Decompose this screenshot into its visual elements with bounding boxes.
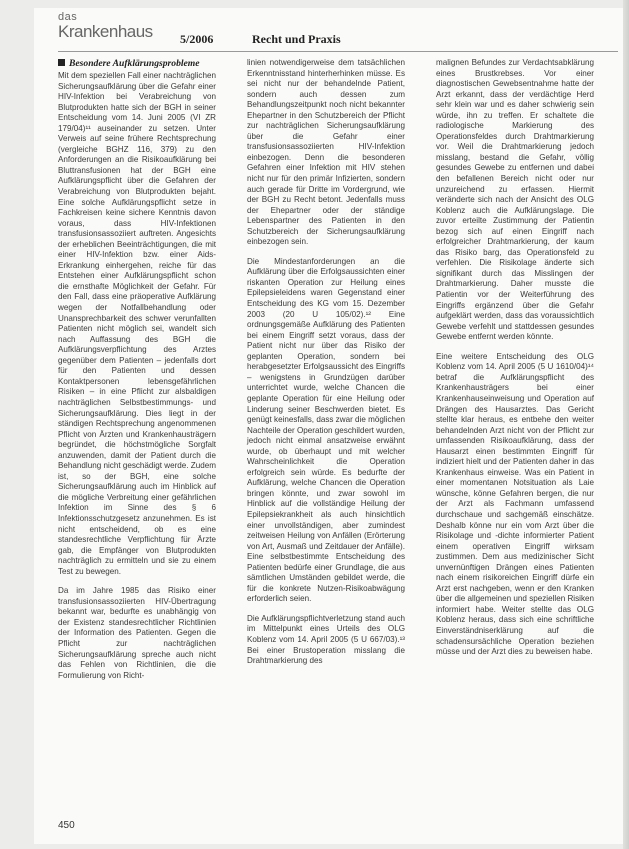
article-heading [58, 58, 216, 70]
journal-page [34, 8, 628, 844]
heading-square-icon [58, 59, 65, 66]
page-number: 450 [58, 820, 75, 831]
article-paragraph: malignen Befundes zur Verdachtsabklärung eines Brustkrebses. Vor einer diagnostischen Gewebsentnahme hatte der Arzt erkannt, dass der verdächtige Herd sehr klein war und es daher schwierig sein würde, ihn zu treffen. Er schaltete die radiologische Markierung des Operationsfeldes durch Drahtmarkierung vor. Weil die Drahtmarkierung jedoch misslang, bestand die Gefahr, völlig gesundes Gewebe zu entfernen und dabei den befallenen Bereich nicht oder nur unzureichend zu erfassen. Hiermit veränderte sich nach der Ansicht des OLG Koblenz auch die Aufklärungslage. Die zuvor erteilte Zustimmung der Patientin bezog sich auf einen Eingriff nach erfolgreicher Drahtmarkierung, der kaum das Risiko barg, das Operationsfeld zu verfehlen. Die Risikolage änderte sich signifikant durch das Misslingen der Drahtmarkierung. Daher musste die Patientin vor der Weiterführung des Eingriffs ergänzend über die Gefahr aufgeklärt werden, dass das voraussichtlich Gewebe verfehlt und stattdessen gesundes Gewebe entfernt werden könnte. [436, 58, 594, 342]
article-paragraph: Mit dem speziellen Fall einer nachträglichen Sicherungsaufklärung über die Gefahr einer HIV-Infektion bei Verabreichung von Blutprodukten hatte sich der BGH in seiner Entscheidung vom 14. Juni 2005 (VI ZR 179/04)¹¹ auseinander zu setzen. Unter Verweis auf seine frühere Rechtsprechung (vergleiche BGHZ 116, 379) zu den Anforderungen an die Risikoaufklärung bei Bluttransfusionen hat der BGH eine Aufklärungspflicht über die Gefahren der Verabreichung von Blutprodukten bejaht. Eine solche Aufklärungspflicht setze in Fachkreisen keine sichere Kenntnis davon voraus, dass HIV-Infektionen transfusionsassoziiert auftreten. Angesichts der erheblichen Beeinträchtigungen, die mit einer HIV-Infektion bzw. einer Aids-Erkrankung einhergehen, reiche für das Entstehen einer Aufklärungspflicht schon die ernsthafte Möglichkeit der Gefahr. Für den Fall, dass eine präoperative Aufklärung wegen der Notfallbehandlung oder Unansprechbarkeit des schwer verunfallten Patienten nicht möglich sei, wandelt sich nach Auffassung des BGH die Aufklärungsverpflichtung des Arztes gegenüber dem Patienten – jedenfalls dort für den Patienten und dessen Kontaktpersonen lebensgefährlichen Risiken – in eine Pflicht zur alsbaldigen nachträglichen Selbstbestimmungs- und Sicherungsaufklärung. Dies liegt in der ständigen Rechtsprechung angenommenen Pflicht von Ärzten und Krankenhausträgern begründet, die höchstmögliche Sorgfalt anzuwenden, damit der Patient durch die Behandlung nicht geschädigt werde. Zudem ist, so der BGH, eine solche Sicherungsaufklärung auch im Hinblick auf die mögliche Verbreitung einer gefährlichen Infektion im Sinne des § 6 Infektionsschutzgesetz anzunehmen. Es ist nicht entscheidend, ob es eine standesrechtliche Verpflichtung für Ärzte gab, die Empfänger von Blutprodukten nachträglich zu ermitteln und sie zu einem Test zu bewegen. [58, 71, 216, 576]
logo-big-text: Krankenhaus [58, 22, 153, 41]
text-column-2 [247, 58, 405, 676]
logo-small-text: das [58, 11, 78, 23]
text-column-3 [436, 58, 594, 667]
journal-logo [58, 12, 153, 41]
text-column-1 [58, 58, 216, 690]
page-header [58, 12, 618, 52]
article-heading-text: Besondere Aufklärungsprobleme [69, 58, 200, 69]
article-paragraph: Die Aufklärungspflichtverletzung stand auch im Mittelpunkt eines Urteils des OLG Koblenz vom 14. April 2005 (5 U 667/03).¹³ Bei einer Brustoperation misslang die Drahtmarkierung des [247, 613, 405, 666]
article-paragraph: Die Mindestanforderungen an die Aufklärung über die Erfolgsaussichten einer riskanten Operation zur Heilung eines Epilepsieleidens waren Gegenstand einer Entscheidung des KG vom 15. Dezember 2003 (20 U 105/02).¹² Eine ordnungsgemäße Aufklärung des Patienten bei einem Eingriff setzt voraus, dass der Patient nicht nur über das Risiko der geplanten Operation, sondern bei herabgesetzter Erfolgsaussicht des Eingriffs – wenigstens in Grundzügen darüber unterrichtet wurde, welche Chancen die geplante Operation für eine Heilung oder Linderung seiner Beschwerden bietet. Es genügt keinesfalls, dass zwar die möglichen Nachteile der Operation geschildert wurden, jedoch nicht einmal ansatzweise erwähnt wurde, ob überhaupt und mit welcher Wahrscheinlichkeit die Operation erfolgreich sein würde. Es bedurfte der Aufklärung, welche Chancen die Operation bringen könnte, und zwar sowohl im Hinblick auf die vollständige Heilung der Epilepsiekrankheit als auch hinsichtlich einer unvollständigen, aber zumindest zeitweisen Heilung von Anfällen (Erörterung von Art, Ausmaß und Zeitdauer der Anfälle). Eine selbstbestimmte Entscheidung des Patienten bedürfe einer Grundlage, die aus sämtlichen Umständen gebildet werde, die für die konkrete Nutzen-Risikoabwägung erforderlich seien. [247, 256, 405, 604]
section-title: Recht und Praxis [252, 32, 341, 46]
issue-number: 5/2006 [180, 32, 214, 46]
scan-shadow-edge [623, 0, 629, 849]
article-paragraph: Da im Jahre 1985 das Risiko einer transfusionsassoziierten HIV-Übertragung bekannt war, bedurfte es unabhängig von der Existenz standesrechtlicher Richtlinien der Information des Patienten. Gegen die Pflicht zur nachträglichen Sicherungsaufklärung spreche auch nicht das Fehlen von Richtlinien, die die Formulierung von Richt- [58, 586, 216, 680]
header-divider [58, 51, 618, 52]
article-paragraph: Eine weitere Entscheidung des OLG Koblenz vom 14. April 2005 (5 U 1610/04)¹⁴ betraf die Aufklärungspflicht des Krankenhausträgers bei einer Krankenhauseinweisung und Operation auf Drängen des Hausarztes. Das Gericht stellte klar heraus, es entbehe den weiter behandelnden Arzt nicht von der Pflicht zur umfassenden Risikoaufklärung, dass der Hausarzt einen bestimmten Eingriff für indiziert hielt und der Patienten daher in das Krankenhaus einweise. Was ein Patient in einer momentanen Notsituation als Laie wünsche, könne Gefahren bergen, die nur der Arzt als Fachmann umfassend durchschaue und sachgemäß einschätze. Deshalb könne nur ein vom Arzt über die Risikolage und -dichte informierter Patient einem operativen Eingriff wirksam zustimmen. Dem aus medizinischer Sicht unvernünftigen Drängen eines Patienten nach einem risikoreichen Eingriff dürfe ein Arzt erst nachgeben, wenn er den Kranken über die allgemeinen und speziellen Risiken informiert habe. Weiter stellte das OLG Koblenz heraus, dass sich eine schriftliche Einverständniserklärung auf die schadensursächliche Operation beziehen müsse und der Arzt dies zu beweisen habe. [436, 351, 594, 657]
article-paragraph: linien notwendigerweise dem tatsächlichen Erkenntnisstand hinterherhinken müsse. Es sei nicht nur der behandelnde Patient, sondern auch dessen zum Behandlungszeitpunkt noch nicht bekannter Ehepartner in den Schutzbereich der Pflicht zur nachträglichen Sicherungsaufklärung über die Gefahr einer transfusionsassoziierten HIV-Infektion einbezogen. Denn die besonderen Gefahren einer Infektion mit HIV stehen nicht nur für den primär Infizierten, sondern auch gerade für Dritte im Vordergrund, wie der BGH zu Recht betont. Jedenfalls muss der Ehepartner oder der ständige Lebenspartner des Patienten in den Schutzbereich der Sicherungsaufklärung einbezogen sein. [247, 58, 405, 247]
